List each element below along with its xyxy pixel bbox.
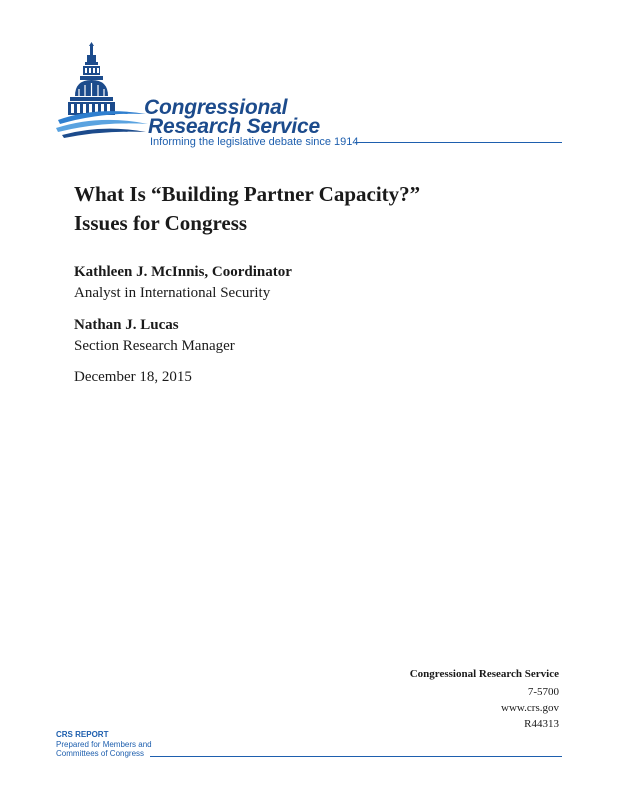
- footer-divider: [150, 756, 562, 757]
- author-name: Nathan J. Lucas: [74, 317, 179, 333]
- logo-name-line1: Congressional: [144, 96, 288, 119]
- footer-line2: Committees of Congress: [56, 749, 145, 758]
- author-role: Analyst in International Security: [74, 285, 271, 301]
- report-title-line1: What Is “Building Partner Capacity?”: [74, 182, 421, 206]
- footer-label: CRS REPORT: [56, 730, 109, 739]
- author-name: Kathleen J. McInnis, Coordinator: [74, 264, 292, 280]
- logo-tagline: Informing the legislative debate since 1914: [150, 136, 359, 148]
- logo-divider: [355, 142, 562, 143]
- report-footer: [56, 730, 562, 760]
- crs-info-block: [410, 666, 559, 732]
- report-title-line2: Issues for Congress: [74, 211, 248, 235]
- report-title: [74, 180, 554, 238]
- report-date: December 18, 2015: [74, 369, 192, 385]
- report-number: R44313: [524, 718, 559, 730]
- author-block: [74, 262, 292, 304]
- author-role: Section Research Manager: [74, 338, 235, 354]
- crs-logo: [56, 40, 562, 152]
- capitol-dome-icon: [56, 40, 148, 140]
- crs-organization: Congressional Research Service: [409, 668, 559, 680]
- crs-website-link[interactable]: www.crs.gov: [501, 702, 559, 714]
- crs-phone: 7-5700: [527, 686, 559, 698]
- author-block: [74, 315, 235, 357]
- footer-line1: Prepared for Members and: [56, 740, 152, 749]
- logo-name-line2: Research Service: [148, 115, 320, 138]
